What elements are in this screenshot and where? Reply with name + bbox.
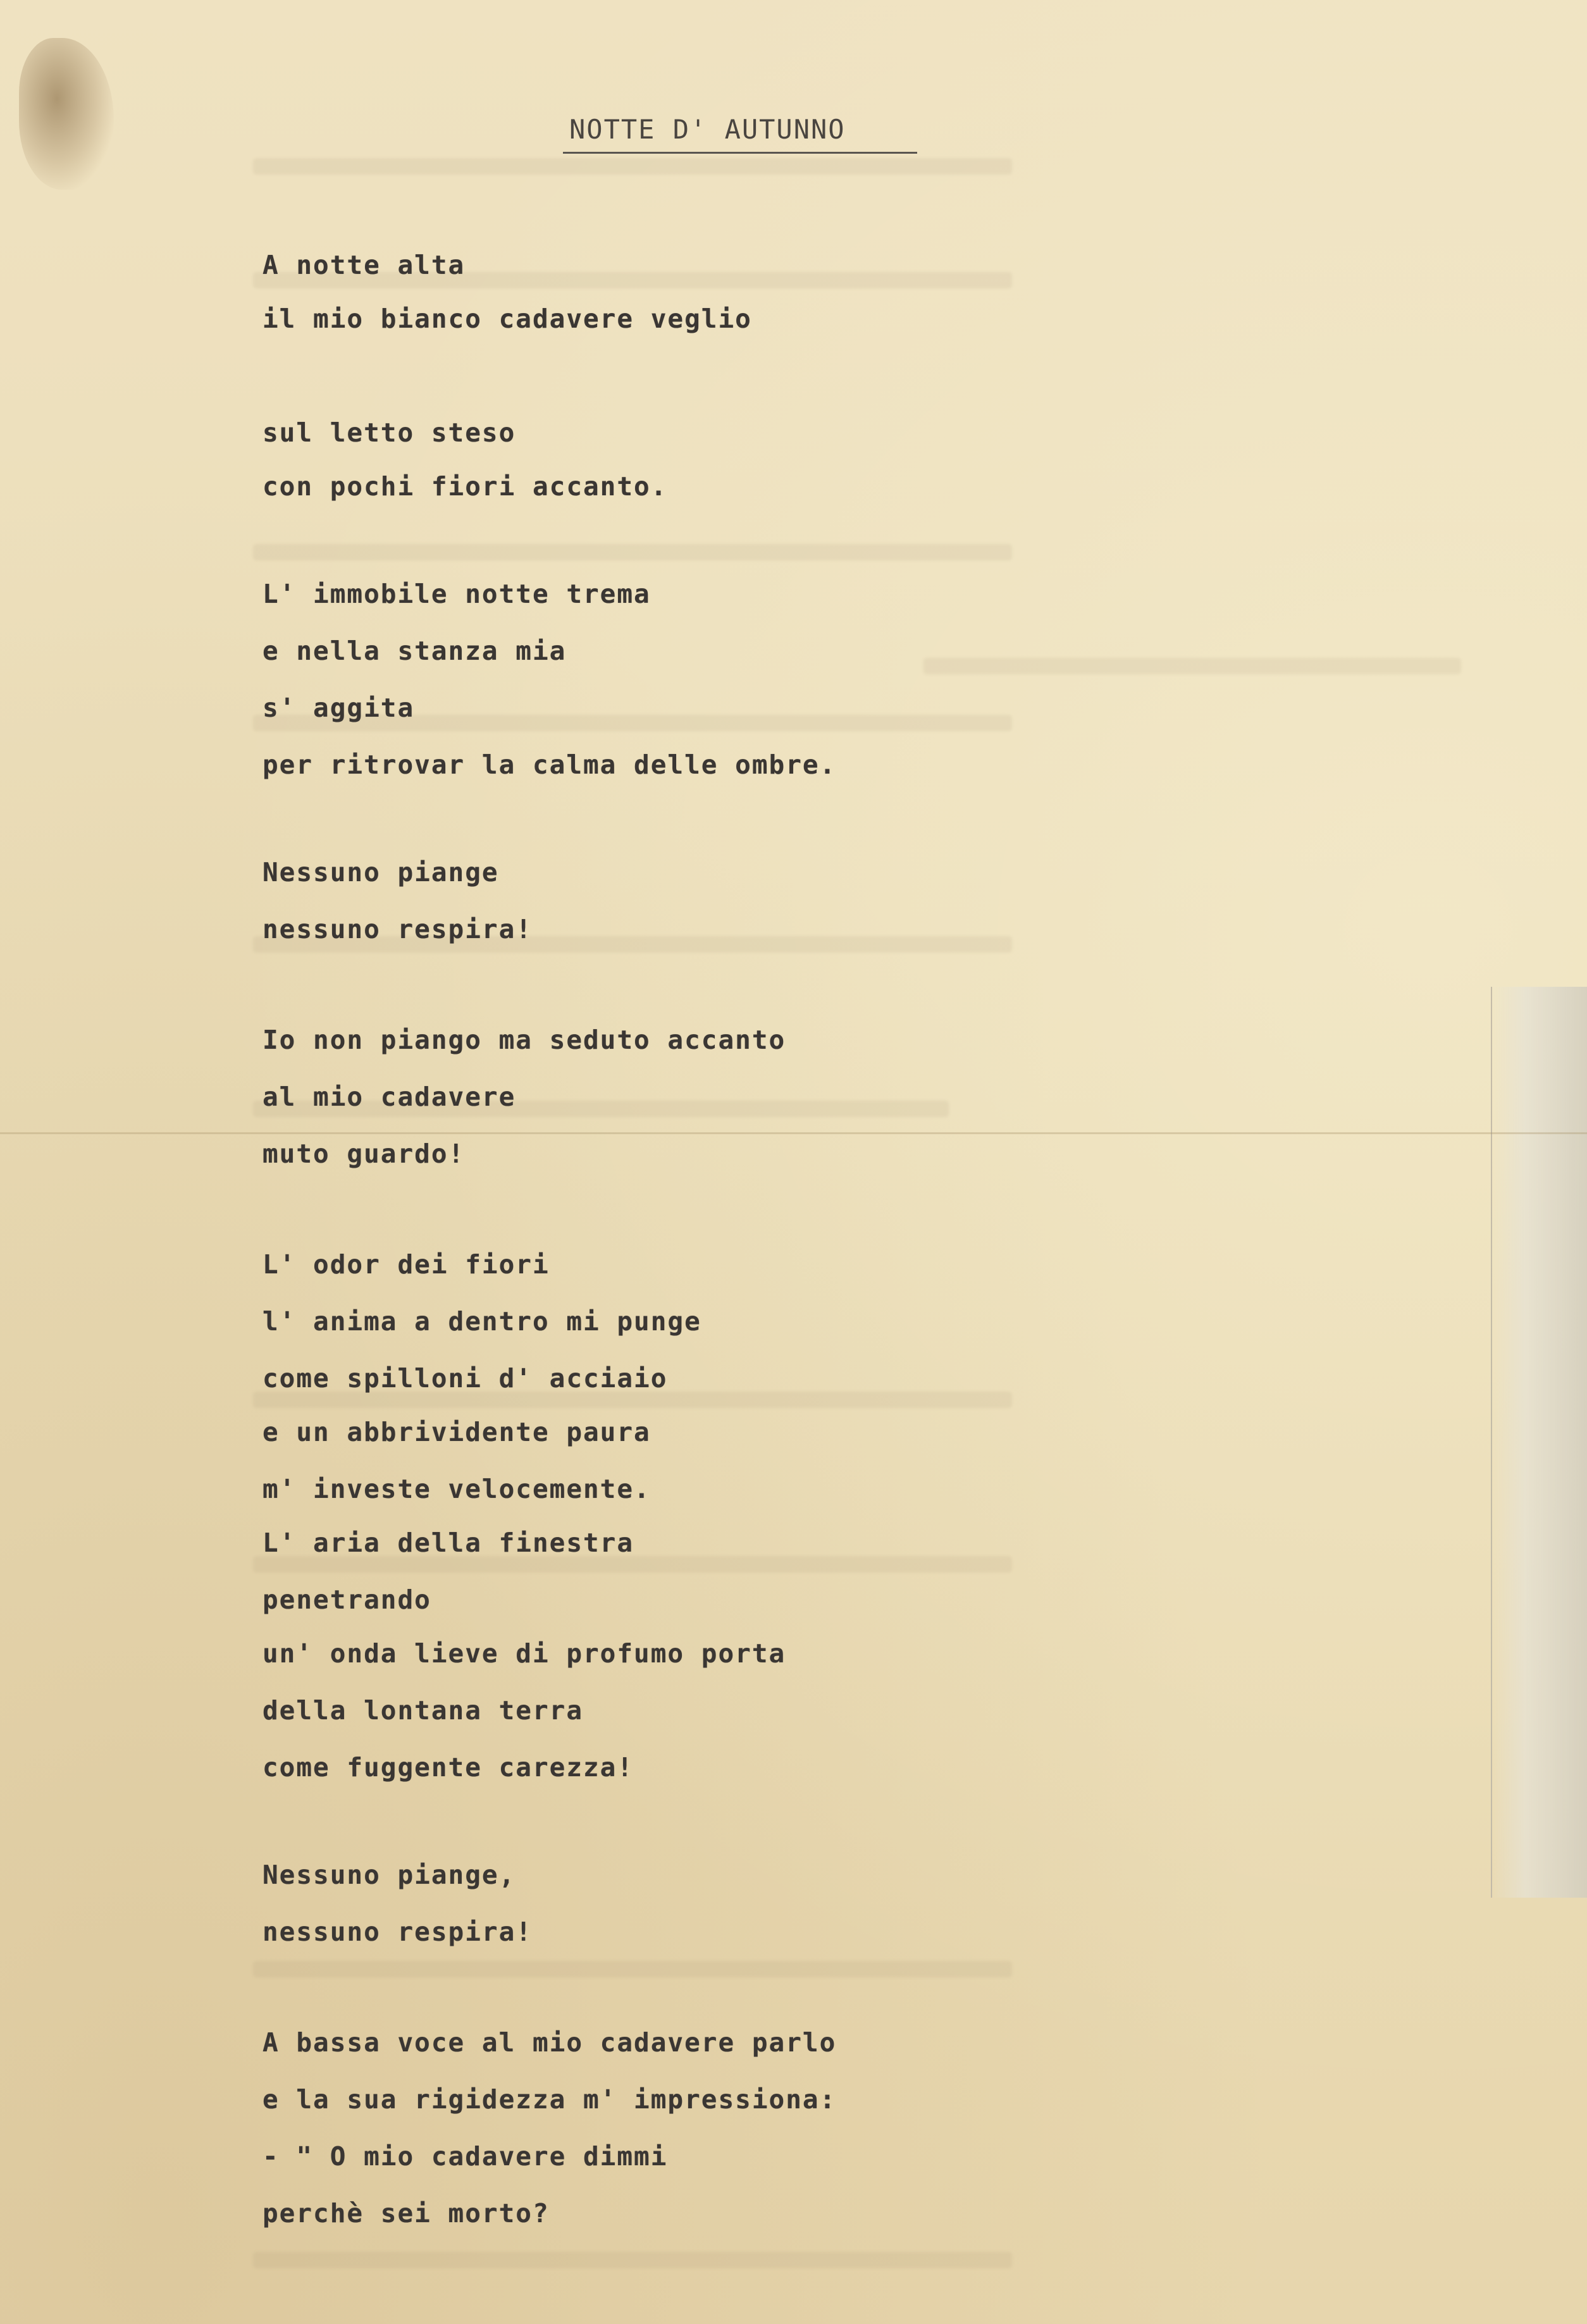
bleed-through-band [253, 1556, 1012, 1573]
poem-line: Io non piango ma seduto accanto [262, 1025, 786, 1055]
poem-line: - " O mio cadavere dimmi [262, 2141, 668, 2172]
poem-line: s' aggita [262, 693, 415, 723]
poem-line: m' investe velocemente. [262, 1474, 651, 1504]
poem-line: penetrando [262, 1585, 431, 1615]
poem-line: L' odor dei fiori [262, 1249, 550, 1280]
bleed-through-band [923, 658, 1461, 674]
paper-stain [19, 38, 114, 190]
poem-line: sul letto steso [262, 417, 516, 448]
poem-line: al mio cadavere [262, 1082, 516, 1112]
bleed-through-band [253, 2252, 1012, 2268]
poem-line: A notte alta [262, 250, 466, 280]
paper-fold [0, 1132, 1587, 1134]
poem-line: un' onda lieve di profumo porta [262, 1638, 786, 1669]
poem-line: il mio bianco cadavere veglio [262, 304, 752, 334]
poem-line: con pochi fiori accanto. [262, 471, 668, 502]
poem-line: e un abbrividente paura [262, 1417, 651, 1447]
poem-line: come fuggente carezza! [262, 1752, 634, 1783]
poem-line: L' immobile notte trema [262, 579, 651, 609]
poem-line: Nessuno piange [262, 857, 499, 887]
poem-line: nessuno respira! [262, 1917, 533, 1947]
bleed-through-band [253, 1392, 1012, 1408]
poem-line: come spilloni d' acciaio [262, 1363, 668, 1394]
poem-line: perchè sei morto? [262, 2198, 550, 2228]
tape-strip [1491, 987, 1587, 1898]
poem-line: e la sua rigidezza m' impressiona: [262, 2084, 837, 2115]
bleed-through-band [253, 544, 1012, 560]
title-underline [563, 152, 917, 154]
poem-title: NOTTE D' AUTUNNO [569, 114, 846, 145]
poem-line: A bassa voce al mio cadavere parlo [262, 2027, 837, 2058]
poem-line: nessuno respira! [262, 914, 533, 944]
bleed-through-band [253, 1961, 1012, 1977]
poem-line: muto guardo! [262, 1139, 466, 1169]
poem-line: per ritrovar la calma delle ombre. [262, 750, 837, 780]
poem-line: e nella stanza mia [262, 636, 567, 666]
poem-line: l' anima a dentro mi punge [262, 1306, 701, 1337]
bleed-through-band [253, 158, 1012, 175]
poem-line: L' aria della finestra [262, 1528, 634, 1558]
poem-line: Nessuno piange, [262, 1860, 516, 1890]
poem-line: della lontana terra [262, 1695, 583, 1726]
